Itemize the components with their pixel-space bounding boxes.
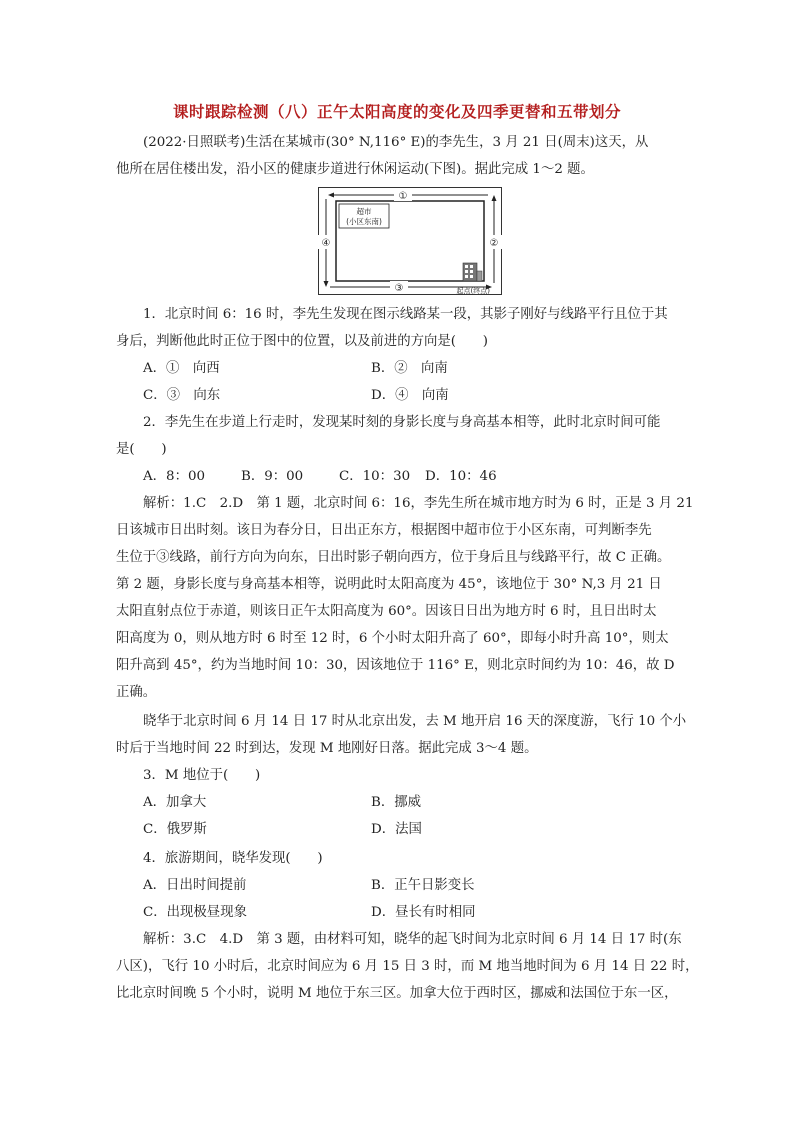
q1-option-c: C．③ 向东 bbox=[143, 388, 221, 403]
q1-stem-line-1: 1．北京时间 6：16 时，李先生发现在图示线路某一段，其影子刚好与线路平行且位于其 bbox=[143, 307, 668, 322]
analysis1-line-1: 解析：1.C 2.D 第 1 题，北京时间 6：16，李先生所在城市地方时为 6 时，正是 3 月 21 bbox=[143, 496, 694, 511]
q1-option-a: A．① 向西 bbox=[143, 361, 220, 376]
route-label-2: ② bbox=[489, 238, 499, 249]
q4-option-b: B．正午日影变长 bbox=[371, 878, 475, 893]
q3-option-a: A．加拿大 bbox=[143, 795, 207, 810]
q2-option-b: B．9：00 bbox=[241, 469, 304, 484]
q2-option-a: A．8：00 bbox=[143, 469, 206, 484]
analysis2-line-3: 比北京时间晚 5 个小时，说明 M 地位于东三区。加拿大位于西时区，挪威和法国位于东一区， bbox=[116, 986, 678, 1001]
analysis1-line-5: 太阳直射点位于赤道，则该日正午太阳高度为 60°。因该日日出为地方时 6 时，且日出时太 bbox=[116, 604, 657, 619]
supermarket-label: 超市 bbox=[356, 207, 372, 216]
analysis1-line-4: 第 2 题，身影长度与身高基本相等，说明此时太阳高度为 45°，该地位于 30° N,3 月 21 日 bbox=[116, 577, 662, 592]
walking-route-diagram bbox=[318, 187, 502, 295]
intro2-line-2: 时后于当地时间 22 时到达，发现 M 地刚好日落。据此完成 3～4 题。 bbox=[116, 741, 538, 756]
q4-option-c: C．出现极昼现象 bbox=[143, 905, 247, 920]
page-title: 课时跟踪检测（八）正午太阳高度的变化及四季更替和五带划分 bbox=[172, 103, 621, 121]
intro-line-2: 他所在居住楼出发，沿小区的健康步道进行休闲运动(下图)。据此完成 1～2 题。 bbox=[116, 162, 594, 177]
q4-option-d: D．昼长有时相同 bbox=[371, 905, 476, 920]
start-end-label: 起点(终点) bbox=[456, 287, 490, 295]
q4-option-a: A．日出时间提前 bbox=[143, 878, 247, 893]
analysis2-line-1: 解析：3.C 4.D 第 3 题，由材料可知，晓华的起飞时间为北京时间 6 月 14 日 17 时(东 bbox=[143, 932, 682, 947]
q1-option-b: B．② 向南 bbox=[371, 361, 448, 376]
q4-stem: 4．旅游期间，晓华发现( ) bbox=[143, 851, 323, 866]
analysis1-line-2: 日该城市日出时刻。该日为春分日，日出正东方，根据图中超市位于小区东南，可判断李先 bbox=[116, 523, 652, 538]
analysis1-line-3: 生位于③线路，前行方向为向东，日出时影子朝向西方，位于身后且与线路平行，故 C 正确。 bbox=[116, 550, 671, 565]
q2-option-d: D．10：46 bbox=[425, 469, 497, 484]
q2-option-c: C．10：30 bbox=[339, 469, 411, 484]
q2-stem-line-1: 2．李先生在步道上行走时，发现某时刻的身影长度与身高基本相等，此时北京时间可能 bbox=[143, 415, 661, 430]
intro-line-1: (2022·日照联考)生活在某城市(30° N,116° E)的李先生，3 月 21 日(周末)这天，从 bbox=[143, 135, 649, 150]
analysis1-line-7: 阳升高到 45°，约为当地时间 10：30，因该地位于 116° E，则北京时间约为 10：46，故 D bbox=[116, 658, 675, 673]
supermarket-location-label: (小区东南) bbox=[346, 217, 382, 226]
q1-stem-line-2: 身后，判断他此时正位于图中的位置，以及前进的方向是( ) bbox=[116, 334, 488, 349]
route-label-1: ① bbox=[398, 191, 408, 202]
q3-option-b: B．挪威 bbox=[371, 795, 422, 810]
analysis1-line-8: 正确。 bbox=[116, 685, 157, 700]
q2-stem-line-2: 是( ) bbox=[116, 442, 167, 457]
intro2-line-1: 晓华于北京时间 6 月 14 日 17 时从北京出发，去 M 地开启 16 天的深度游，飞行 10 个小 bbox=[143, 714, 687, 729]
analysis1-line-6: 阳高度为 0，则从地方时 6 时至 12 时，6 个小时太阳升高了 60°，即每小时升高 10°，则太 bbox=[116, 631, 669, 646]
analysis2-line-2: 八区)，飞行 10 小时后，北京时间应为 6 月 15 日 3 时，而 M 地当地时间为 6 月 14 日 22 时， bbox=[116, 959, 699, 974]
q3-stem: 3．M 地位于( ) bbox=[143, 768, 261, 783]
q1-option-d: D．④ 向南 bbox=[371, 388, 449, 403]
route-label-3: ③ bbox=[394, 283, 404, 294]
q3-option-c: C．俄罗斯 bbox=[143, 822, 207, 837]
route-diagram-svg bbox=[318, 187, 502, 295]
q3-option-d: D．法国 bbox=[371, 822, 422, 837]
route-label-4: ④ bbox=[321, 238, 331, 249]
